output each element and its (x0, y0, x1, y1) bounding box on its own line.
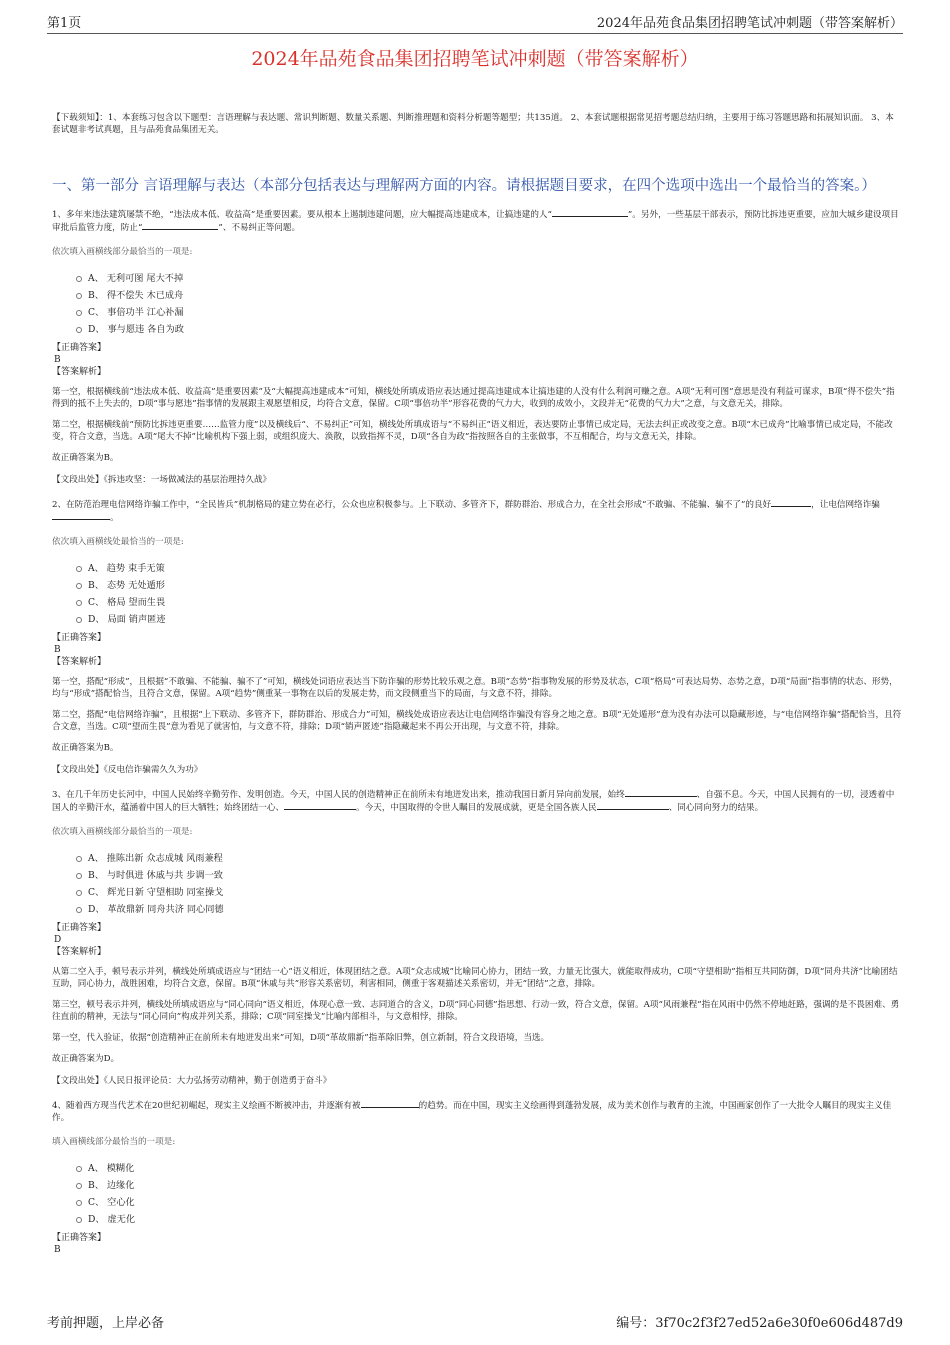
radio-icon[interactable] (76, 566, 82, 572)
question-text: 4、随着西方现当代艺术在20世纪初崛起，现实主义绘画不断被冲击，并逐渐有被 的趋势。而在中国，现实主义绘画得到蓬勃发展，成为美术创作与教育的主流，中国画家创作了一大批令人瞩目的现实主义佳作。 (52, 1101, 892, 1123)
analysis-paragraph: 从第二空入手，顿号表示并列，横线处所填成语应与“团结一心”语义相近，体现团结之意。A项“众志成城”比喻同心协力，团结一致，力量无比强大，就能取得成功，C项“守望相助”指相互共同防御，D项“同舟共济”比喻团结互助，同心协力，战胜困难，均符合文意，保留。B项“休戚与共”形容关系密切，利害相同，侧重于客观描述关系密切，并无“团结”之意，排除。 (52, 967, 898, 989)
analysis-paragraph: 第二空，根据横线前“预防比拆违更重要……监管力度”以及横线后“、不易纠正”可知，横线处所填成语与“不易纠正”语义相近，表达要防止事情已成定局，无法去纠正或改变之意。B项“木已成舟”比喻事情已成定局，不能改变，符合文意，当选。A项“尾大不掉”比喻机构下强上弱，或组织庞大、涣散，以致指挥不灵，D项“各自为政”指按照各自的主张做事，不互相配合，均与文意无关，排除。 (52, 420, 893, 442)
correct-answer-label: 【正确答案】 (52, 1233, 107, 1243)
source-citation: 【文段出处】《人民日报评论员：大力弘扬劳动精神，勤于创造勇于奋斗》 (52, 1076, 332, 1086)
option-d[interactable]: D、 事与愿违 各自为政 (76, 321, 902, 338)
footer-serial-number: 编号：3f70c2f3f27ed52a6e30f0e606d487d9 (616, 1316, 903, 1331)
section-title: 一、第一部分 言语理解与表达（本部分包括表达与理解两方面的内容。请根据题目要求，在四个选项中选出一个最恰当的答案。） (52, 178, 876, 194)
fill-blank (597, 801, 669, 810)
question-prompt: 依次填入画横线部分最恰当的一项是: (52, 827, 193, 837)
question-prompt: 依次填入画横线部分最恰当的一项是: (52, 247, 193, 257)
radio-icon[interactable] (76, 1166, 82, 1172)
option-b[interactable]: B、 态势 无处遁形 (76, 577, 902, 594)
radio-icon[interactable] (76, 907, 82, 913)
page-number: 第1页 (47, 16, 82, 31)
answer-conclusion: 故正确答案为B。 (52, 453, 119, 463)
footer-slogan: 考前押题，上岸必备 (47, 1316, 165, 1331)
correct-answer-value: B (54, 645, 61, 655)
analysis-paragraph: 第三空，顿号表示并列，横线处所填成语应与“同心同向”语义相近，体现心意一致、志同道合的含义，D项“同心同德”指思想、行动一致，符合文意，保留。A项“风雨兼程”指在风雨中仍然不停地赶路，强调的是不畏困难、勇往直前的精神，无法与“同心同向”构成并列关系，排除；C项“同室操戈”比喻内部相斗，与文意相悖，排除。 (52, 1000, 900, 1022)
question-text: 1、多年来违法建筑屡禁不绝，“违法成本低、收益高”是重要因素。要从根本上遏制违建问题，应大幅提高违建成本，让搞违建的人“ ”。另外，一些基层干部表示，预防比拆违更重要，应加大城乡建设项目审批后监管力度，防止“ ”、不易纠正等问题。 (52, 210, 899, 233)
download-notice: 【下载须知】：1、本套练习包含以下题型：言语理解与表达题、常识判断题、数量关系题、判断推理题和资料分析题等题型；共135道。 2、本套试题根据常见招考题总结归纳，主要用于练习答题思路和拓展知识面。 3、本套试题非考试真题，且与品苑食品集团无关。 (52, 113, 894, 135)
radio-icon[interactable] (76, 617, 82, 623)
radio-icon[interactable] (76, 1200, 82, 1206)
fill-blank (142, 221, 218, 230)
analysis-paragraph: 第一空，搭配“形成”，且根据“不敢骗、不能骗、骗不了”可知，横线处词语应表达当下防诈骗的形势比较乐观之意。B项“态势”指事物发展的形势及状态，C项“格局”可表达局势、态势之意，D项“局面”指事情的状态、形势，均与“形成”搭配恰当，且符合文意，保留。A项“趋势”侧重某一事物在以后的发展走势，而文段侧重当下的局面，与文意不符，排除。 (52, 677, 898, 699)
radio-icon[interactable] (76, 1183, 82, 1189)
option-d[interactable]: D、 局面 销声匿迹 (76, 611, 902, 628)
option-b[interactable]: B、 边缘化 (76, 1177, 902, 1194)
analysis-label: 【答案解析】 (52, 657, 107, 667)
question-3 (52, 788, 902, 1087)
correct-answer-label: 【正确答案】 (52, 923, 107, 933)
option-list (76, 270, 902, 338)
source-citation: 【文段出处】《反电信诈骗需久久为功》 (52, 765, 203, 775)
correct-answer-label: 【正确答案】 (52, 633, 107, 643)
answer-conclusion: 故正确答案为D。 (52, 1054, 120, 1064)
radio-icon[interactable] (76, 1217, 82, 1223)
analysis-paragraph: 第二空，搭配“电信网络诈骗”，且根据“上下联动、多管齐下，群防群治、形成合力”可知，横线处成语应表达让电信网络诈骗没有容身之地之意。B项“无处遁形”意为没有办法可以隐藏形迹，与“电信网络诈骗”搭配恰当，且符合文意，当选。C项“望而生畏”意为看见了就害怕，与文意不符，排除；D项“销声匿迹”指隐藏起来不再公开出现，与文意不符，排除。 (52, 710, 902, 732)
option-c[interactable]: C、 空心化 (76, 1194, 902, 1211)
question-text: 3、在几千年历史长河中，中国人民始终辛勤劳作、发明创造。今天，中国人民的创造精神正在前所未有地迸发出来，推动我国日新月异向前发展，始终 、自强不息。今天，中国人民拥有的一切，浸透着中国人的辛勤汗水，蕴涵着中国人的巨大牺牲；始终团结一心、 。今天，中国取得的令世人瞩目的发展成就，更是全国各族人民 、同心同向努力的结果。 (52, 790, 895, 813)
answer-conclusion: 故正确答案为B。 (52, 743, 119, 753)
option-d[interactable]: D、 革故鼎新 同舟共济 同心同德 (76, 901, 902, 918)
radio-icon[interactable] (76, 873, 82, 879)
radio-icon[interactable] (76, 276, 82, 282)
correct-answer-value: D (54, 935, 62, 945)
fill-blank (361, 1099, 419, 1108)
radio-icon[interactable] (76, 293, 82, 299)
fill-blank (52, 511, 110, 520)
radio-icon[interactable] (76, 856, 82, 862)
fill-blank (552, 208, 628, 217)
option-c[interactable]: C、 事倍功半 江心补漏 (76, 304, 902, 321)
analysis-paragraph: 第一空，代入验证，依据“创造精神正在前所未有地迸发出来”可知，D项“革故鼎新”指革除旧弊，创立新制，符合文段语境，当选。 (52, 1033, 550, 1043)
question-4 (52, 1099, 902, 1256)
source-citation: 【文段出处】《拆违攻坚：一场做减法的基层治理持久战》 (52, 475, 272, 485)
option-b[interactable]: B、 得不偿失 木已成舟 (76, 287, 902, 304)
question-2 (52, 498, 902, 776)
question-prompt: 填入画横线部分最恰当的一项是: (52, 1137, 176, 1147)
option-c[interactable]: C、 格局 望而生畏 (76, 594, 902, 611)
radio-icon[interactable] (76, 327, 82, 333)
correct-answer-value: B (54, 355, 61, 365)
question-1 (52, 208, 902, 486)
fill-blank (771, 498, 811, 507)
option-list (76, 560, 902, 628)
fill-blank (625, 788, 697, 797)
correct-answer-label: 【正确答案】 (52, 343, 107, 353)
correct-answer-value: B (54, 1245, 61, 1255)
option-a[interactable]: A、 推陈出新 众志成城 风雨兼程 (76, 850, 902, 867)
page-footer (47, 1312, 903, 1331)
radio-icon[interactable] (76, 600, 82, 606)
radio-icon[interactable] (76, 310, 82, 316)
question-prompt: 依次填入画横线处最恰当的一项是: (52, 537, 184, 547)
option-a[interactable]: A、 模糊化 (76, 1160, 902, 1177)
option-list (76, 850, 902, 918)
page-header (47, 14, 903, 34)
option-c[interactable]: C、 辉光日新 守望相助 同室操戈 (76, 884, 902, 901)
question-text: 2、在防范治理电信网络诈骗工作中，“全民皆兵”机制格局的建立势在必行，公众也应积极参与。上下联动、多管齐下，群防群治、形成合力，在全社会形成“不敢骗、不能骗、骗不了”的良好 ，让电信网络诈骗。 (52, 500, 880, 523)
option-list (76, 1160, 902, 1228)
header-doc-title: 2024年品苑食品集团招聘笔试冲刺题（带答案解析） (596, 16, 903, 31)
fill-blank (284, 801, 356, 810)
document-title: 2024年品苑食品集团招聘笔试冲刺题（带答案解析） (251, 48, 699, 70)
radio-icon[interactable] (76, 890, 82, 896)
analysis-label: 【答案解析】 (52, 947, 107, 957)
option-a[interactable]: A、 无利可图 尾大不掉 (76, 270, 902, 287)
analysis-paragraph: 第一空，根据横线前“违法成本低、收益高”是重要因素”及“大幅提高违建成本”可知，横线处所填成语应表达通过提高违建成本让搞违建的人没有什么利润可赚之意。A项“无利可图”意思是没有利益可谋求，B项“得不偿失”指得到的抵不上失去的，D项“事与愿违”指事情的发展跟主观愿望相反，均符合文意，保留。C项“事倍功半”形容花费的气力大，收到的成效小，文段并无“花费的气力大”之意，与文意无关，排除。 (52, 387, 895, 409)
option-d[interactable]: D、 虚无化 (76, 1211, 902, 1228)
document-body (52, 112, 902, 1256)
analysis-label: 【答案解析】 (52, 367, 107, 377)
option-a[interactable]: A、 趋势 束手无策 (76, 560, 902, 577)
radio-icon[interactable] (76, 583, 82, 589)
option-b[interactable]: B、 与时俱进 休戚与共 步调一致 (76, 867, 902, 884)
